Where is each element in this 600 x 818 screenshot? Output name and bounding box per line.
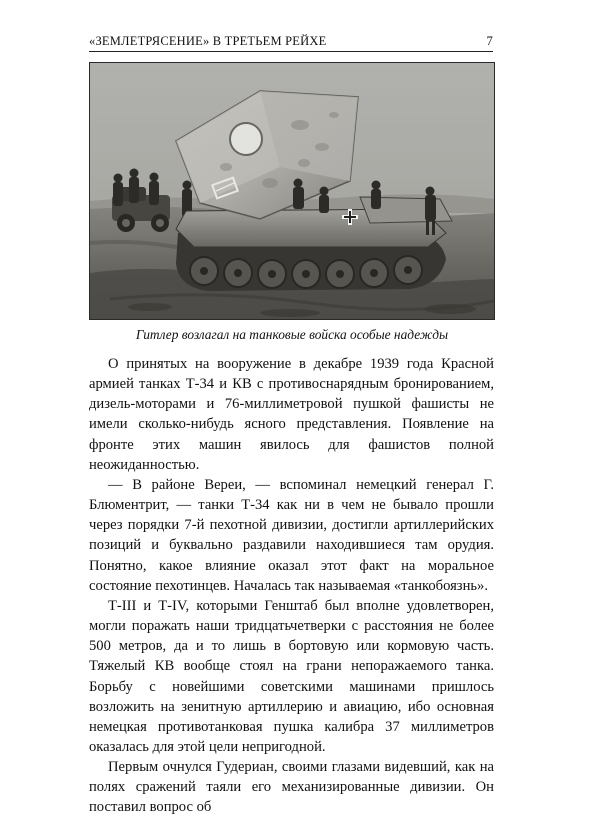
paragraph: — В районе Вереи, — вспоминал немецкий генерал Г. Блюментрит, — танки Т-34 как ни в чем не бывало прошли через порядки 7-й пехотной дивизии, достигли артиллерийских позиций и буквально раздавили находившиеся там орудия. Понятно, какое влияние оказал этот факт на моральное состояние пехотинцев. Началась так называемая «танкобоязнь». [89,476,494,594]
figure-caption: Гитлер возлагал на танковые войска особые надежды [135,327,449,342]
paragraph: Первым очнулся Гудериан, своими глазами видевший, как на полях сражений таяли его механизированные дивизии. Он поставил вопрос об [89,759,494,816]
body-text [89,354,494,818]
running-title: «ЗЕМЛЕТРЯСЕНИЕ» В ТРЕТЬЕМ РЕЙХЕ [89,34,327,48]
paragraph: Т-III и Т-IV, которыми Генштаб был вполне удовлетворен, могли поражать наши тридцатьчетверки с расстояния не более 500 метров, да и то лишь в бортовую или кормовую часть. Тяжелый КВ вообще стоял на грани непоражаемого танка. Борьбу с новейшими советскими машинами пришлось возложить на зенитную артиллерию и авиацию, ибо основная немецкая противотанковая пушка калибра 37 миллиметров оказалась для этой цели непригодной. [89,597,494,755]
running-head [89,34,493,48]
header-rule [89,51,493,52]
paragraph: О принятых на вооружение в декабре 1939 года Красной армией танках Т-34 и КВ с противоснарядным бронированием, дизель-моторами и 76-миллиметровой пушкой фашисты не имели сколько-нибудь ясного представления. Появление на фронте этих машин явилось для фашистов полной неожиданностью. [89,356,494,473]
page-number: 7 [486,34,493,48]
tank-photo-image [90,63,494,319]
figure-photo [89,62,495,320]
